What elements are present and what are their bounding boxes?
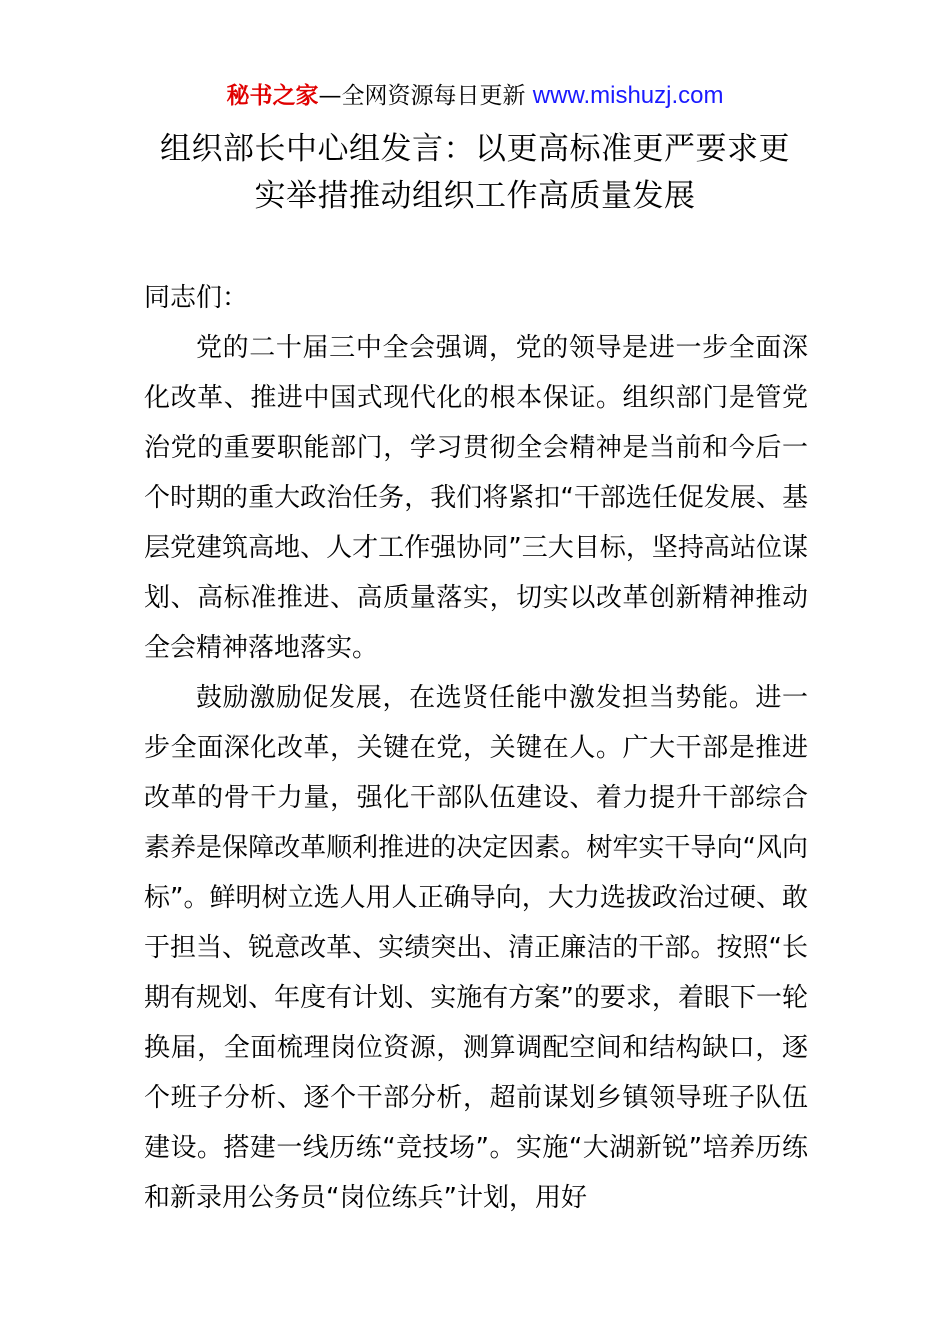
paragraph-1: 党的二十届三中全会强调，党的领导是进一步全面深化改革、推进中国式现代化的根本保证。组织部门是管党治党的重要职能部门，学习贯彻全会精神是当前和今后一个时期的重大政治任务，我们将紧扣“干部选任促发展、基层党建筑高地、人才工作强协同”三大目标，坚持高站位谋划、高标准推进、高质量落实，切实以改革创新精神推动全会精神落地落实。 xyxy=(144,333,808,663)
salutation: 同志们： xyxy=(144,283,249,313)
title-line-2: 实举措推动组织工作高质量发展 xyxy=(254,178,696,214)
site-brand: 秘书之家 xyxy=(226,83,319,109)
site-url[interactable]: www.mishuzj.com xyxy=(532,82,724,109)
paragraph-2-lead: 鼓励激励促发展，在选贤任能中激发担当势能。 xyxy=(196,683,756,713)
site-header xyxy=(0,80,950,112)
paragraph-2 xyxy=(144,673,808,1223)
header-slogan: 全网资源每日更新 xyxy=(341,83,533,109)
header-dash: — xyxy=(318,83,342,109)
document-title xyxy=(100,126,850,220)
paragraph-2-rest: 进一步全面深化改革，关键在党，关键在人。广大干部是推进改革的骨干力量，强化干部队伍建设、着力提升干部综合素养是保障改革顺利推进的决定因素。树牢实干导向“风向标”。鲜明树立选人用人正确导向，大力选拔政治过硬、敢于担当、锐意改革、实绩突出、清正廉洁的干部。按照“长期有规划、年度有计划、实施有方案”的要求，着眼下一轮换届，全面梳理岗位资源，测算调配空间和结构缺口，逐个班子分析、逐个干部分析，超前谋划乡镇领导班子队伍建设。搭建一线历练“竞技场”。实施“大湖新锐”培养历练和新录用公务员“岗位练兵”计划，用好 xyxy=(144,683,808,1213)
document-body xyxy=(144,273,808,1223)
title-line-1: 组织部长中心组发言：以更高标准更严要求更 xyxy=(160,131,790,167)
